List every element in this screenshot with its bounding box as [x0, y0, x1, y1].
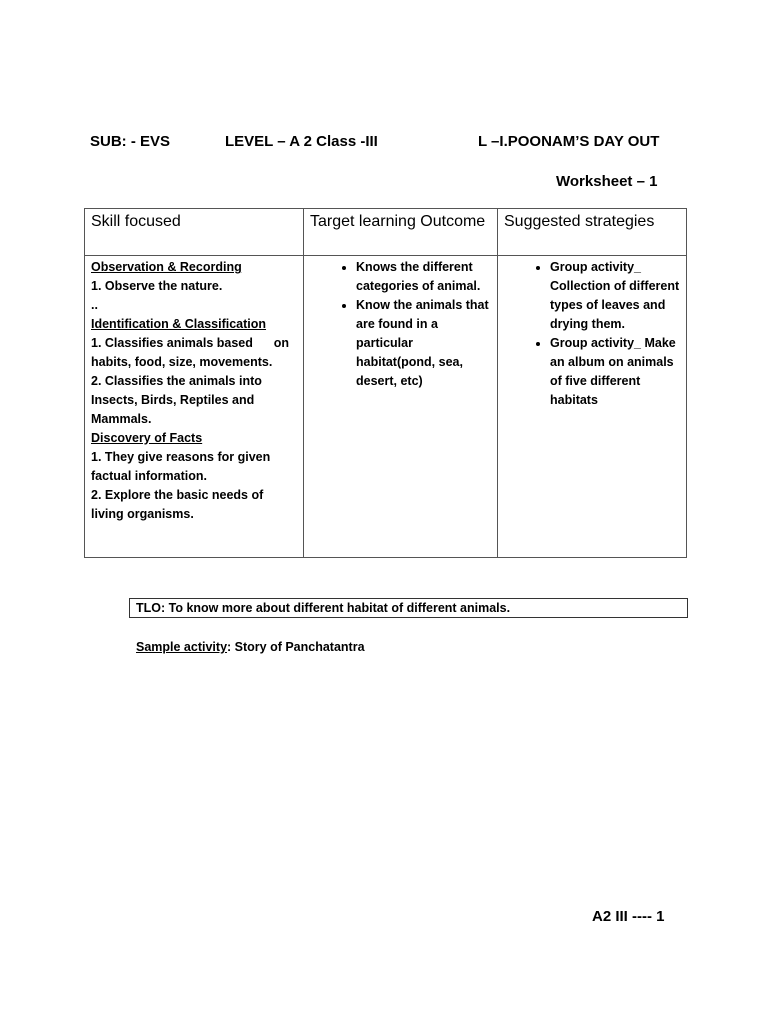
- skill-item: 1. Observe the nature.: [91, 279, 223, 293]
- sample-activity: [136, 640, 365, 654]
- sample-text: : Story of Panchatantra: [227, 640, 365, 654]
- tlo-box: TLO: To know more about different habitat of different animals.: [129, 598, 688, 618]
- skill-heading: Discovery of Facts: [91, 431, 203, 445]
- skill-item: 2. Explore the basic needs of living organisms.: [91, 488, 267, 521]
- sample-label: Sample activity: [136, 640, 228, 654]
- strategies-cell: [498, 256, 687, 558]
- outcomes-cell: [304, 256, 498, 558]
- header-outcome: Target learning Outcome: [304, 209, 498, 256]
- skill-item: 1. Classifies animals based on habits, food, size, movements.: [91, 336, 293, 369]
- strategie-item: • Group activity_ Make an album on animals of five different habitats: [550, 334, 680, 410]
- skill-item: 2. Classifies the animals into Insects, Birds, Reptiles and Mammals.: [91, 374, 266, 426]
- skill-heading: Observation & Recording: [91, 260, 242, 274]
- outcome-item: • Know the animals that are found in a particular habitat(pond, sea, desert, etc): [356, 296, 491, 391]
- skill-heading: Identification & Classification: [91, 317, 267, 331]
- skills-cell: [85, 256, 304, 558]
- outcome-item: • Knows the different categories of animal.: [356, 258, 491, 296]
- header-skill: Skill focused: [85, 209, 304, 256]
- subject: SUB: - EVS: [90, 133, 171, 150]
- page-footer: A2 III ---- 1: [592, 908, 665, 925]
- lesson-title: L –I.POONAM’S DAY OUT: [478, 133, 660, 150]
- skills-table: [84, 208, 687, 558]
- strategie-item: • Group activity_ Collection of different types of leaves and drying them.: [550, 258, 680, 334]
- header-strategies: Suggested strategies: [498, 209, 687, 256]
- skill-item: 1. They give reasons for given factual information.: [91, 450, 274, 483]
- worksheet-number: Worksheet – 1: [556, 173, 658, 190]
- level: LEVEL – A 2 Class -III: [225, 133, 378, 150]
- skill-item: ..: [91, 298, 98, 312]
